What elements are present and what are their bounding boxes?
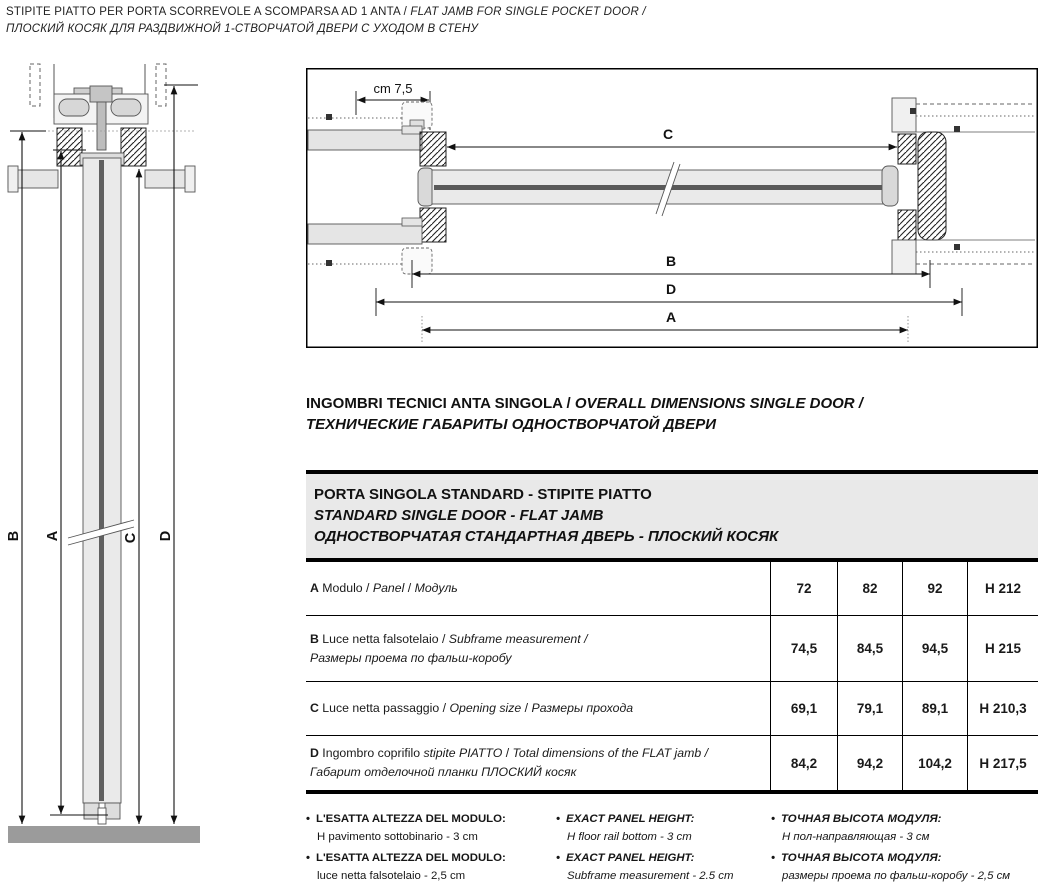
cell-value: 92 [902,562,967,615]
cell-value: 89,1 [902,682,967,735]
bullet-icon: • [771,813,775,825]
door-hanger [90,86,112,102]
row-label: D Ingombro coprifilo stipite PIATTO / Total dimensions of the FLAT jamb / Габарит отделочной планки ПЛОСКИЙ косяк [310,746,709,779]
jamb-hatch-right [121,128,146,166]
dim-label-a: A [45,530,61,542]
dim-label-d: D [665,281,677,297]
cell-value: 72 [770,562,837,615]
section-heading-ru: ТЕХНИЧЕСКИЕ ГАБАРИТЫ ОДНОСТВОРЧАТОЙ ДВЕРИ [306,416,717,433]
dim-label-a: A [665,309,677,325]
section-heading-en: OVERALL DIMENSIONS SINGLE DOOR / [574,395,863,412]
cell-value: 84,2 [770,736,837,790]
section-heading-it: INGOMBRI TECNICI ANTA SINGOLA / [306,395,575,412]
bullet-icon: • [771,852,775,864]
cell-value: 69,1 [770,682,837,735]
table-row-c [306,682,1038,736]
page-title-line2: ПЛОСКИЙ КОСЯК ДЛЯ РАЗДВИЖНОЙ 1-СТВОРЧАТОЙ ДВЕРИ С УХОДОМ В СТЕНУ [6,23,479,35]
bullet-icon: • [556,813,560,825]
table-row-a [306,562,1038,616]
table-row-b [306,616,1038,682]
dim-label-b: B [6,530,22,542]
cell-value: H 210,3 [967,682,1038,735]
door-panel-section [68,158,134,803]
note-item: • EXACT PANEL HEIGHT: Subframe measurement - 2.5 cm [556,849,771,886]
cell-value: H 217,5 [967,736,1038,790]
cell-value: H 215 [967,616,1038,681]
row-label: C Luce netta passaggio / Opening size / Размеры прохода [310,701,634,715]
cell-value: 74,5 [770,616,837,681]
page-title-it: STIPITE PIATTO PER PORTA SCORREVOLE A SCOMPARSA AD 1 ANTA / [6,6,411,18]
page-title [6,4,646,38]
floor-bar [8,826,200,843]
note-item: • ТОЧНАЯ ВЫСОТА МОДУЛЯ: Н пол-направляющая - 3 см [771,810,1040,847]
bullet-icon: • [306,813,310,825]
note-item: • L'ESATTA ALTEZZA DEL MODULO: luce netta falsotelaio - 2,5 cm [306,849,556,886]
table-header-line3: ОДНОСТВОРЧАТАЯ СТАНДАРТНАЯ ДВЕРЬ - ПЛОСКИЙ КОСЯК [314,528,779,545]
cell-value: H 212 [967,562,1038,615]
dim-label-c: C [123,532,139,544]
plan-section-drawing [306,68,1038,348]
cell-value: 84,5 [837,616,902,681]
table-header-line2: STANDARD SINGLE DOOR - FLAT JAMB [314,507,604,524]
bullet-icon: • [556,852,560,864]
section-heading [306,393,863,435]
dim-label-b: B [665,253,677,269]
page-title-en: FLAT JAMB FOR SINGLE POCKET DOOR / [410,6,646,18]
vertical-section-drawing [2,58,206,870]
cell-value: 94,2 [837,736,902,790]
table-row-d [306,736,1038,794]
bullet-icon: • [306,852,310,864]
footnotes-english [556,810,771,888]
dim-label-d: D [158,530,174,542]
cell-value: 94,5 [902,616,967,681]
note-item: • L'ESATTA ALTEZZA DEL MODULO: H pavimento sottobinario - 3 cm [306,810,556,847]
note-item: • EXACT PANEL HEIGHT: H floor rail bottom - 3 cm [556,810,771,847]
footnotes-italian [306,810,556,888]
row-label: B Luce netta falsotelaio / Subframe measurement / Размеры проема по фальш-коробу [310,631,588,665]
bottom-guide [84,803,120,824]
dim-label-cm75: cm 7,5 [373,81,413,96]
dimensions-table [306,470,1038,794]
footnotes-russian [771,810,1040,888]
footnotes [306,810,1040,888]
table-header [306,470,1038,562]
cell-value: 104,2 [902,736,967,790]
dim-label-c: C [662,126,674,142]
note-item: • ТОЧНАЯ ВЫСОТА МОДУЛЯ: размеры проема по фальш-коробу - 2,5 см [771,849,1040,886]
cell-value: 79,1 [837,682,902,735]
section-heading-line1 [306,393,863,414]
cell-value: 82 [837,562,902,615]
row-label: A Modulo / Panel / Модуль [310,581,458,595]
page-title-line1 [6,4,646,21]
table-header-line1: PORTA SINGOLA STANDARD - STIPITE PIATTO [314,486,652,503]
